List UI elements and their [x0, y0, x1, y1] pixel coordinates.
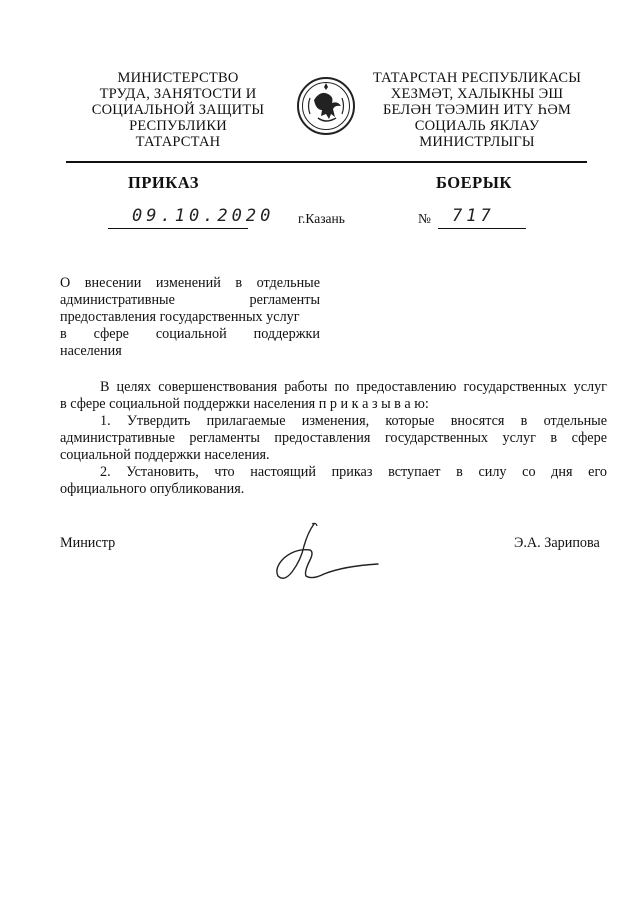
ministry-name-ru-line: РЕСПУБЛИКИ: [129, 118, 227, 134]
order-title-tt: БОЕРЫК: [436, 173, 512, 192]
ministry-name-ru-line: СОЦИАЛЬНОЙ ЗАЩИТЫ: [91, 102, 265, 118]
ministry-name-ru-line: ТРУДА, ЗАНЯТОСТИ И: [99, 86, 257, 102]
body-item-2-line: 2. Установить, что настоящий приказ вступает в силу со дня его: [100, 464, 607, 480]
body-item-1-line: 1. Утвердить прилагаемые изменения, которые вносятся в отдельные: [100, 413, 607, 429]
order-subject: [60, 275, 320, 360]
order-date-field: [108, 204, 275, 229]
order-body: [60, 379, 607, 498]
order-city: г.Казань: [298, 211, 345, 226]
order-number-prefix: №: [418, 211, 431, 226]
ministry-name-ru-line: МИНИСТЕРСТВО: [117, 70, 239, 86]
body-item-1-line: социальной поддержки населения.: [60, 447, 270, 463]
signer-position: Министр: [60, 535, 116, 551]
order-subject-line: О внесении изменений в отдельные: [60, 275, 320, 291]
order-subject-line: населения: [60, 343, 122, 359]
signature-icon: [262, 518, 382, 588]
order-subject-line: в сфере социальной поддержки: [60, 326, 320, 342]
ministry-name-tt-line: ХЕЗМӘТ, ХАЛЫКНЫ ЭШ: [390, 86, 564, 102]
body-item-1-line: административные регламенты предоставления государственных услуг в сфере: [60, 430, 607, 446]
order-subject-line: административные регламенты: [60, 292, 320, 308]
ministry-name-tt-line: БЕЛӘН ТӘЭМИН ИТҮ ҺӘМ: [383, 102, 571, 118]
ministry-name-ru-line: ТАТАРСТАН: [135, 134, 221, 150]
signer-name: Э.А. Зарипова: [514, 535, 600, 551]
order-number: 717: [452, 206, 495, 226]
body-intro-line: в сфере социальной поддержки населения п р и к а з ы в а ю:: [60, 396, 429, 412]
header-divider: [66, 161, 587, 163]
body-intro-line: В целях совершенствования работы по предоставлению государственных услуг: [100, 379, 607, 395]
body-item-2-line: официального опубликования.: [60, 481, 245, 497]
handwritten-signature: [262, 518, 382, 588]
emblem-icon: [296, 76, 356, 136]
ministry-name-tt: [362, 70, 592, 150]
order-date: 09.10.2020: [132, 206, 275, 226]
order-subject-line: предоставления государственных услуг: [60, 309, 300, 325]
ministry-name-ru: [78, 70, 278, 150]
order-title-ru: ПРИКАЗ: [128, 173, 199, 192]
ministry-name-tt-line: ТАТАРСТАН РЕСПУБЛИКАСЫ: [372, 70, 582, 86]
order-number-field: [438, 204, 526, 229]
tatarstan-emblem: [296, 76, 356, 136]
ministry-name-tt-line: МИНИСТРЛЫГЫ: [419, 134, 535, 150]
ministry-name-tt-line: СОЦИАЛЬ ЯКЛАУ: [414, 118, 540, 134]
